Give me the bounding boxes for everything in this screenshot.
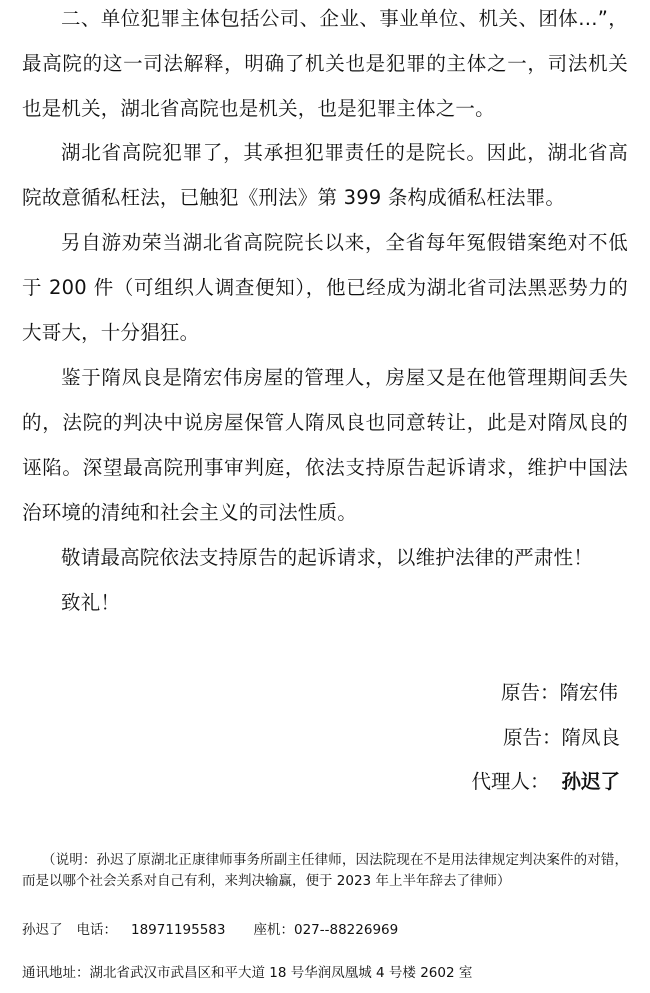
landline-label: 座机：	[253, 922, 294, 938]
contact-line	[22, 920, 398, 940]
paragraph-4: 鉴于隋凤良是隋宏伟房屋的管理人，房屋又是在他管理期间丢失的，法院的判决中说房屋保管人隋凤良也同意转让，此是对隋凤良的诬陷。深望最高院刑事审判庭，依法支持原告起诉请求，维护中国法治环境的清纯和社会主义的司法性质。	[22, 366, 628, 524]
landline-number: 027--88226969	[293, 922, 399, 938]
explanatory-note: （说明：孙迟了原湖北正康律师事务所副主任律师，因法院现在不是用法律规定判决案件的对错，而是以哪个社会关系对自己有利，来判决输赢，便于 2023 年上半年辞去了律师）	[22, 852, 628, 889]
paragraph-2: 湖北省高院犯罪了，其承担犯罪责任的是院长。因此，湖北省高院故意循私枉法，已触犯《刑法》第 399 条构成循私枉法罪。	[22, 141, 628, 209]
signature-name: 隋凤良	[561, 726, 620, 749]
signature-label: 代理人：	[471, 770, 550, 793]
signature-plaintiff-2	[503, 724, 620, 752]
signature-plaintiff-1	[501, 679, 618, 707]
paragraph-1: 二、单位犯罪主体包括公司、企业、事业单位、机关、团体…”，最高院的这一司法解释，明确了机关也是犯罪的主体之一，司法机关也是机关，湖北省高院也是机关，也是犯罪主体之一。	[22, 7, 628, 120]
paragraph-3: 另自游劝荣当湖北省高院院长以来，全省每年冤假错案绝对不低于 200 件（可组织人调查便知），他已经成为湖北省司法黑恶势力的大哥大，十分猖狂。	[22, 231, 628, 344]
signature-name: 隋宏伟	[559, 681, 618, 704]
paragraph-5: 敬请最高院依法支持原告的起诉请求，以维护法律的严肃性！	[61, 546, 593, 569]
signature-name: 孙迟了	[561, 770, 620, 793]
paragraph-6: 致礼！	[61, 591, 121, 614]
signature-label: 原告：	[502, 726, 562, 749]
signature-agent	[471, 768, 620, 796]
contact-name: 孙迟了	[22, 922, 63, 938]
address-line	[22, 963, 472, 983]
signature-label: 原告：	[500, 681, 560, 704]
phone-number: 18971195583	[131, 922, 226, 938]
address-label: 通讯地址：	[22, 965, 90, 981]
address-text: 湖北省武汉市武昌区和平大道 18 号华润凤凰城 4 号楼 2602 室	[89, 965, 473, 981]
phone-label: 电话：	[76, 922, 117, 938]
